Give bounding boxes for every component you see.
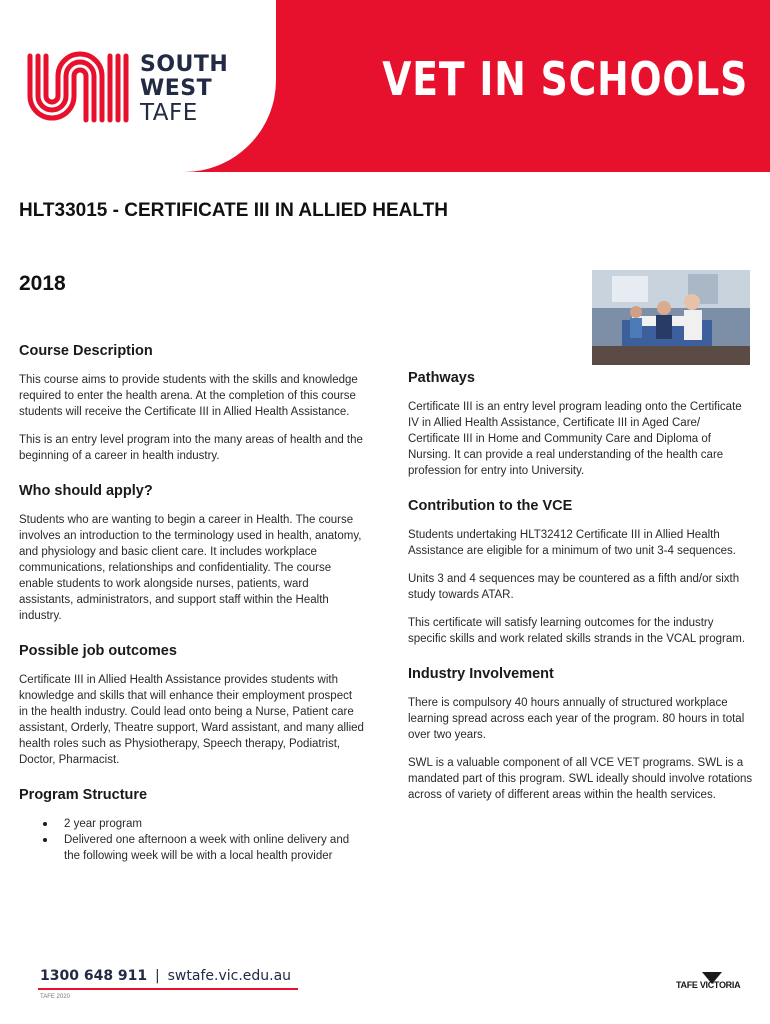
- pathways-heading: Pathways: [408, 370, 475, 386]
- swtafe-wave-logo-icon: [24, 46, 132, 130]
- logo-wordmark: [140, 54, 228, 126]
- logo-line-south: SOUTH: [140, 52, 229, 77]
- program-structure-list: [19, 816, 364, 864]
- contribution-vce-paragraph: Units 3 and 4 sequences may be countered as a fifth and/or sixth study towards ATAR.: [408, 573, 740, 601]
- document-title: HLT33015 - CERTIFICATE III IN ALLIED HEALTH: [19, 200, 448, 221]
- possible-job-outcomes-paragraph: Certificate III in Allied Health Assistance provides students with knowledge and skills that will enhance their employment prospect in the health industry. Could lead onto being a Nurse, Patient care assistant, Orderly, Theatre support, Ward assistant, and many allied health roles such as Physiotherapy, Speech therapy, Podiatrist, Doctor, Pharmacist.: [19, 674, 364, 766]
- south-west-tafe-logo: [0, 0, 276, 172]
- course-description-paragraph: This course aims to provide students with the skills and knowledge required to enter the health arena. At the completion of this course students will receive the Certificate III in Allied Health Assistance.: [19, 374, 358, 418]
- pathways-paragraph: Certificate III is an entry level program leading onto the Certificate IV in Allied Health Assistance, Certificate III in Aged Care/ Certificate III in Home and Community Care and Diploma of Nursing. It can provide a real understanding of the health care profession for entry into University.: [408, 401, 742, 477]
- who-should-apply-heading: Who should apply?: [19, 483, 153, 499]
- industry-involvement-paragraph: SWL is a valuable component of all VCE VET programs. SWL is a mandated part of this program. SWL ideally should involve rotations across of variety of different areas within the health services.: [408, 757, 753, 801]
- banner-title: VET IN SCHOOLS: [382, 52, 748, 106]
- header-banner: [0, 0, 770, 172]
- left-column: [19, 342, 364, 864]
- course-description-heading: Course Description: [19, 343, 153, 359]
- footer-phone[interactable]: 1300 648 911: [40, 968, 148, 984]
- right-column: [408, 369, 753, 803]
- footer-contact: [40, 968, 291, 984]
- contribution-vce-paragraph: Students undertaking HLT32412 Certificate III in Allied Health Assistance are eligible for a minimum of two unit 3-4 sequences.: [408, 529, 736, 557]
- contribution-vce-paragraph: This certificate will satisfy learning outcomes for the industry specific skills and work related skills strands in the VCAL program.: [408, 617, 746, 645]
- footer-website-link[interactable]: swtafe.vic.edu.au: [167, 968, 292, 984]
- logo-line-west: WEST: [140, 76, 213, 101]
- tafe-victoria-logo: TAFE VICTORIA: [676, 980, 741, 990]
- footer-separator: |: [155, 968, 160, 984]
- program-structure-heading: Program Structure: [19, 787, 148, 803]
- health-training-photo: [592, 270, 750, 365]
- program-year: 2018: [19, 272, 66, 295]
- footer-small-print: TAFE 2020: [40, 994, 70, 1000]
- contribution-vce-heading: Contribution to the VCE: [408, 498, 573, 514]
- footer-divider: [38, 988, 298, 990]
- course-description-paragraph: This is an entry level program into the many areas of health and the beginning of a career in health industry.: [19, 434, 363, 462]
- possible-job-outcomes-heading: Possible job outcomes: [19, 643, 177, 659]
- list-item: Delivered one afternoon a week with online delivery and the following week will be with a local health provider: [19, 832, 364, 864]
- industry-involvement-heading: Industry Involvement: [408, 666, 554, 682]
- industry-involvement-paragraph: There is compulsory 40 hours annually of structured workplace learning spread across each year of the program. 80 hours in total over two years.: [408, 697, 745, 741]
- photo-illustration: [592, 270, 750, 365]
- logo-line-tafe: TAFE: [140, 100, 198, 126]
- list-item: 2 year program: [19, 816, 364, 832]
- who-should-apply-paragraph: Students who are wanting to begin a career in Health. The course involves an introduction to the terminology used in health, anatomy, and physiology and basic client care. It includes workplace communications, relationships and confidentiality. The course enable students to work alongside nurses, patients, ward assistants, administrators, and support staff within the Health industry.: [19, 514, 362, 622]
